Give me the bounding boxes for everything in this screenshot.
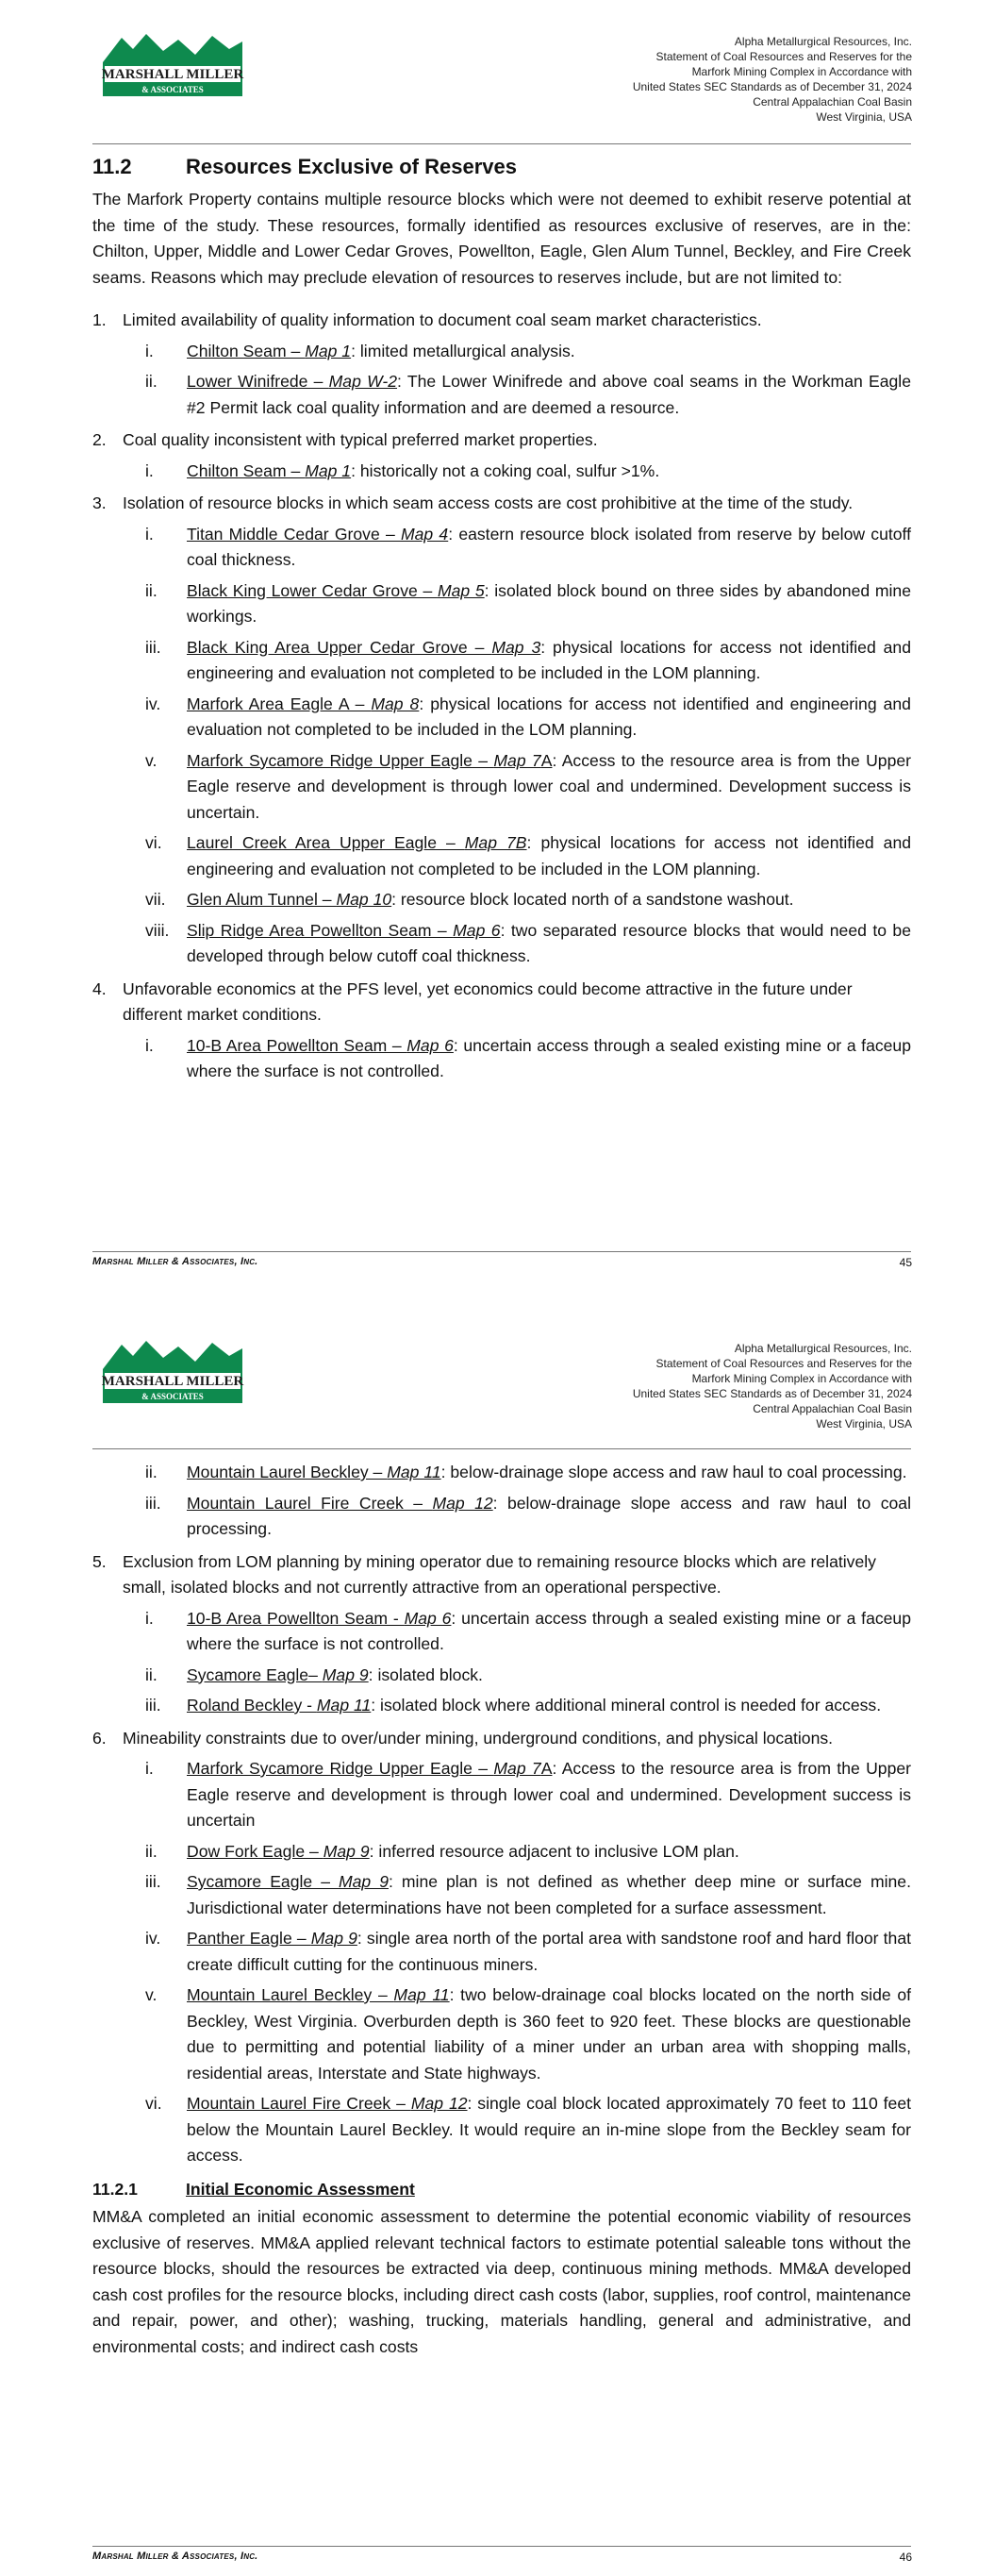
item-text: Mineability constraints due to over/under mining, underground conditions, and physical locations. — [123, 1728, 834, 1748]
numbered-list-item — [92, 491, 911, 517]
sub-list-item — [145, 339, 911, 365]
header-rule — [92, 143, 911, 144]
item-text: Unfavorable economics at the PFS level, yet economics could become attractive in the future under different market conditions. — [123, 979, 853, 1024]
item-text: Limited availability of quality information to document coal seam market characteristics. — [123, 310, 762, 329]
resource-block-name — [187, 1036, 454, 1055]
sub-list-item — [145, 1033, 911, 1085]
logo-line2: & ASSOCIATES — [141, 1392, 204, 1401]
block-label: Marfork Sycamore Ridge Upper Eagle – — [187, 750, 494, 770]
map-reference: Map W-2 — [328, 372, 398, 391]
block-description: : Access to the resource area is from the Upper Eagle reserve and development is through lower coal and undermined. Development success is uncertain — [187, 1759, 911, 1830]
subsection-paragraph: MM&A completed an initial economic assessment to determine the potential economic viability of resources exclusive of reserves. MM&A applied relevant technical factors to estimate potential saleable tons without the resource blocks, should the resources be extracted via deep, continuous mining methods. MM&A developed cash cost profiles for the resource blocks, including direct cash costs (labor, supplies, roof control, maintenance and repair, power, and other); washing, trucking, materials handling, general and administrative, and environmental costs; and indirect cash costs — [92, 2207, 911, 2356]
roman-numeral: vii. — [145, 890, 166, 909]
block-description: : below-drainage slope access and raw haul to coal processing. — [440, 1463, 907, 1481]
sub-item-text — [187, 339, 911, 365]
item-number: 2. — [92, 430, 107, 449]
roman-numeral: i. — [145, 460, 154, 480]
roman-numeral: i. — [145, 1759, 154, 1778]
page-body — [92, 1455, 911, 2360]
block-label: Panther Eagle – — [187, 1929, 311, 1948]
sub-list-item — [145, 1460, 911, 1486]
header-line: Alpha Metallurgical Resources, Inc. — [734, 35, 912, 48]
block-label: Laurel Creek Area Upper Eagle – — [187, 833, 465, 852]
resource-block-name — [187, 890, 391, 909]
sub-item-text — [187, 887, 911, 913]
roman-numeral: v. — [145, 750, 158, 770]
header-line: Marfork Mining Complex in Accordance with — [691, 1372, 912, 1385]
resource-block-name — [187, 1665, 369, 1684]
map-reference: Map 1 — [305, 341, 352, 360]
resource-block-name — [187, 461, 351, 480]
resource-block-name — [187, 342, 351, 360]
sub-list-item — [145, 918, 911, 970]
block-description: : isolated block bound on three sides by abandoned mine workings. — [187, 580, 911, 626]
roman-numeral: ii. — [145, 1463, 158, 1481]
roman-numeral: iii. — [145, 1872, 161, 1891]
roman-numeral: ii. — [145, 1841, 158, 1861]
sub-list-item — [145, 887, 911, 913]
map-reference: Map 9 — [323, 1841, 370, 1861]
item-text: Exclusion from LOM planning by mining operator due to remaining resource blocks which are relatively small, isolated blocks and not currently attractive from an operational perspective. — [123, 1551, 876, 1597]
section-title: Resources Exclusive of Reserves — [186, 155, 517, 178]
resource-block-name — [187, 2094, 468, 2113]
block-label: Mountain Laurel Beckley – — [187, 1985, 394, 2004]
sub-item-text — [187, 1839, 911, 1865]
header-line: Central Appalachian Coal Basin — [753, 1402, 912, 1415]
sub-item-text — [187, 1460, 911, 1486]
sub-item-text — [187, 369, 911, 421]
block-label: Marfork Area Eagle A – — [187, 694, 372, 713]
map-reference: Map 7 — [493, 750, 541, 770]
block-description: : physical locations for access not identified and engineering and evaluation not completed to be included in the LOM planning. — [187, 833, 912, 878]
sub-list-item — [145, 522, 911, 574]
block-description: : physical locations for access not identified and engineering and evaluation not completed to be included in the LOM planning. — [187, 637, 911, 682]
header-line: Central Appalachian Coal Basin — [753, 95, 912, 109]
block-description: : limited metallurgical analysis. — [351, 341, 575, 360]
block-label: Lower Winifrede – — [187, 372, 329, 391]
sub-list-item — [145, 1926, 911, 1978]
roman-numeral: ii. — [145, 372, 158, 391]
block-label: Roland Beckley - — [187, 1696, 317, 1715]
map-reference: Map 9 — [310, 1929, 357, 1948]
roman-numeral: iv. — [145, 1929, 161, 1948]
block-description: : two below-drainage coal blocks located on the north side of Beckley, West Virginia. Overburden depth is 360 feet to 920 feet. These blocks are questionable due to permitting and potential liability of a miner under an urban area with shopping malls, residential areas, Interstate and State highways. — [187, 1985, 911, 2083]
sub-list-item — [145, 748, 911, 827]
item-number: 3. — [92, 493, 107, 512]
roman-numeral: iii. — [145, 1696, 161, 1715]
sub-list-item — [145, 1869, 911, 1921]
sub-item-text — [187, 918, 911, 970]
map-reference: Map 8 — [371, 694, 420, 713]
sub-list-item — [145, 1756, 911, 1834]
numbered-list-item — [92, 427, 911, 454]
item-text: Isolation of resource blocks in which seam access costs are cost prohibitive at the time of the study. — [123, 493, 854, 512]
map-suffix: A — [540, 1759, 553, 1778]
map-reference: Map 7 — [493, 1759, 541, 1778]
header-line: Alpha Metallurgical Resources, Inc. — [734, 1342, 912, 1355]
logo-line2: & ASSOCIATES — [141, 85, 204, 94]
map-reference: Map 11 — [387, 1463, 441, 1481]
map-reference: Map 9 — [322, 1664, 369, 1684]
block-label: Black King Lower Cedar Grove – — [187, 580, 438, 600]
item-number: 4. — [92, 979, 107, 998]
block-label: Slip Ridge Area Powellton Seam – — [187, 920, 454, 940]
footer-rule — [92, 1251, 911, 1252]
map-reference: Map 6 — [406, 1035, 454, 1055]
block-description: : isolated block. — [368, 1664, 483, 1684]
roman-numeral: i. — [145, 1035, 154, 1055]
map-reference: Map 12 — [432, 1493, 493, 1513]
footer-company: Marshal Miller & Associates, Inc. — [92, 1256, 258, 1267]
sub-list-item — [145, 369, 911, 421]
sub-item-text — [187, 578, 911, 630]
item-number: 5. — [92, 1551, 107, 1571]
roman-numeral: iii. — [145, 1493, 161, 1513]
sub-item-text — [187, 1033, 911, 1085]
block-description: : mine plan is not defined as whether deep mine or surface mine. Jurisdictional water determinations have not been completed for a surface assessment. — [187, 1872, 911, 1917]
subsection-number: 11.2.1 — [92, 2179, 138, 2199]
subsection-title: Initial Economic Assessment — [186, 2179, 415, 2199]
header-info — [633, 1341, 912, 1431]
block-description: : eastern resource block isolated from reserve by below cutoff coal thickness. — [187, 524, 911, 569]
block-description: : two separated resource blocks that would need to be developed through below cutoff coal thickness. — [187, 920, 912, 965]
block-description: : Access to the resource area is from the Upper Eagle reserve and development is through lower coal and undermined. Development success is uncertain. — [187, 750, 911, 822]
item-text: Coal quality inconsistent with typical preferred market properties. — [123, 430, 598, 449]
map-reference: Map 4 — [400, 524, 449, 544]
resource-block-name — [187, 372, 397, 391]
map-reference: Map 5 — [437, 580, 485, 600]
block-description: : single area north of the portal area with sandstone roof and hard floor that create difficult cutting for the continuous miners. — [187, 1929, 911, 1974]
block-label: Black King Area Upper Cedar Grove – — [187, 637, 492, 657]
block-description: : resource block located north of a sandstone washout. — [391, 890, 794, 909]
sub-item-text — [187, 1982, 911, 2086]
block-label: Marfork Sycamore Ridge Upper Eagle – — [187, 1759, 494, 1778]
header-line: West Virginia, USA — [816, 110, 912, 124]
block-description: : below-drainage slope access and raw haul to coal processing. — [187, 1493, 912, 1538]
resource-block-name — [187, 581, 485, 600]
block-label: Glen Alum Tunnel – — [187, 890, 337, 909]
sub-list-item — [145, 1663, 911, 1689]
sub-list-item — [145, 1606, 911, 1658]
block-label: Chilton Seam – — [187, 460, 306, 480]
sub-item-text — [187, 522, 911, 574]
section-number: 11.2 — [92, 155, 132, 178]
roman-numeral: ii. — [145, 580, 158, 600]
map-reference: Map 12 — [410, 2094, 468, 2113]
intro-paragraph: The Marfork Property contains multiple resource blocks which were not deemed to exhibit reserve potential at the time of the study. These resources, formally identified as resources exclusive of reserves, are in the: Chilton, Upper, Middle and Lower Cedar Groves, Powellton, Eagle, Glen Alum Tunnel, Beckley, and Fire Creek seams. Reasons which may preclude elevation of resources to reserves include, but are not limited to: — [92, 190, 911, 287]
reasons-list — [92, 308, 911, 1085]
map-reference: Map 10 — [336, 890, 392, 909]
sub-list-item — [145, 1839, 911, 1865]
sub-item-text — [187, 830, 911, 882]
roman-numeral: ii. — [145, 1664, 158, 1684]
roman-numeral: i. — [145, 524, 154, 544]
resource-block-name — [187, 525, 448, 544]
header-line: Statement of Coal Resources and Reserves for the — [655, 50, 912, 63]
block-description: : inferred resource adjacent to inclusive LOM plan. — [369, 1841, 739, 1861]
logo-line1: MARSHALL MILLER — [101, 67, 244, 82]
resource-block-name — [187, 694, 419, 713]
sub-item-text — [187, 692, 911, 744]
sub-item-text — [187, 1693, 911, 1719]
resource-block-name — [187, 1696, 371, 1715]
sub-item-text — [187, 748, 911, 827]
map-reference: Map 3 — [491, 637, 541, 657]
logo-mountain-graphic — [97, 1335, 248, 1407]
block-label: Sycamore Eagle – — [187, 1872, 339, 1891]
resource-block-name — [187, 1759, 552, 1778]
subsection-heading — [92, 2177, 911, 2203]
sub-list-item — [145, 2091, 911, 2169]
logo-line1: MARSHALL MILLER — [101, 1374, 244, 1389]
roman-numeral: iii. — [145, 637, 161, 657]
continued-sub-list — [92, 1460, 911, 1543]
sub-list-item — [145, 1982, 911, 2086]
block-label: Dow Fork Eagle – — [187, 1841, 323, 1861]
block-description: : physical locations for access not identified and engineering and evaluation not completed to be included in the LOM planning. — [187, 694, 911, 739]
map-reference: Map 9 — [338, 1872, 389, 1891]
sub-list-item — [145, 459, 911, 485]
block-label: 10-B Area Powellton Seam - — [187, 1608, 405, 1628]
map-reference: Map 11 — [393, 1985, 450, 2004]
numbered-list-item — [92, 1726, 911, 1752]
block-description: : single coal block located approximately 70 feet to 110 feet below the Mountain Laurel Beckley. It would require an in-mine slope from the Beckley seam for access. — [187, 2094, 911, 2165]
resource-block-name — [187, 1609, 451, 1628]
roman-numeral: vi. — [145, 2094, 162, 2113]
sub-item-text — [187, 1491, 911, 1543]
header-rule — [92, 1448, 911, 1449]
roman-numeral: viii. — [145, 920, 170, 940]
item-number: 1. — [92, 310, 107, 329]
company-logo — [97, 1335, 248, 1407]
block-description: : historically not a coking coal, sulfur >1%. — [351, 460, 660, 480]
header-line: United States SEC Standards as of December 31, 2024 — [632, 1387, 912, 1400]
resource-block-name — [187, 1842, 370, 1861]
company-logo — [97, 28, 248, 100]
roman-numeral: i. — [145, 1608, 154, 1628]
map-reference: Map 7B — [464, 833, 527, 852]
sub-item-text — [187, 1756, 911, 1834]
sub-list-item — [145, 578, 911, 630]
sub-item-text — [187, 1926, 911, 1978]
map-reference: Map 1 — [305, 460, 352, 480]
sub-list-item — [145, 635, 911, 687]
sub-item-text — [187, 1869, 911, 1921]
sub-list-item — [145, 1491, 911, 1543]
footer-rule — [92, 2546, 911, 2547]
header-info — [633, 34, 912, 125]
block-label: Chilton Seam – — [187, 341, 306, 360]
page-number: 46 — [899, 2551, 912, 2564]
resource-block-name — [187, 921, 501, 940]
roman-numeral: i. — [145, 341, 154, 360]
logo-mountain-graphic — [97, 28, 248, 100]
sub-item-text — [187, 2091, 911, 2169]
header-line: United States SEC Standards as of December 31, 2024 — [632, 80, 912, 93]
sub-list-item — [145, 692, 911, 744]
sub-list-item — [145, 830, 911, 882]
header-line: Statement of Coal Resources and Reserves for the — [655, 1357, 912, 1370]
section-heading — [92, 153, 911, 181]
map-reference: Map 11 — [316, 1696, 372, 1715]
header-line: Marfork Mining Complex in Accordance with — [691, 65, 912, 78]
map-reference: Map 6 — [453, 920, 501, 940]
block-description: : uncertain access through a sealed existing mine or a faceup where the surface is not controlled. — [187, 1035, 912, 1080]
roman-numeral: iv. — [145, 694, 161, 713]
sub-item-text — [187, 1663, 911, 1689]
document-page-46 — [0, 1307, 995, 2576]
roman-numeral: vi. — [145, 833, 162, 852]
item-number: 6. — [92, 1728, 107, 1748]
footer-company: Marshal Miller & Associates, Inc. — [92, 2551, 258, 2562]
resource-block-name — [187, 1494, 493, 1513]
block-label: Mountain Laurel Fire Creek – — [187, 2094, 411, 2113]
sub-list-item — [145, 1693, 911, 1719]
numbered-list-item — [92, 1549, 911, 1601]
sub-item-text — [187, 459, 911, 485]
numbered-list-item — [92, 308, 911, 334]
block-description: : isolated block where additional mineral control is needed for access. — [371, 1696, 882, 1715]
block-label: Titan Middle Cedar Grove – — [187, 524, 401, 544]
resource-block-name — [187, 1463, 441, 1481]
page-body — [92, 153, 911, 1085]
sub-item-text — [187, 635, 911, 687]
header-line: West Virginia, USA — [816, 1417, 912, 1430]
resource-block-name — [187, 1985, 450, 2004]
resource-block-name — [187, 751, 552, 770]
block-label: Mountain Laurel Beckley – — [187, 1463, 388, 1481]
block-label: Mountain Laurel Fire Creek – — [187, 1493, 433, 1513]
reasons-list — [92, 1549, 911, 2169]
block-label: 10-B Area Powellton Seam – — [187, 1035, 407, 1055]
sub-item-text — [187, 1606, 911, 1658]
numbered-list-item — [92, 977, 911, 1029]
page-number: 45 — [899, 1256, 912, 1269]
block-label: Sycamore Eagle– — [187, 1664, 323, 1684]
map-reference: Map 6 — [404, 1608, 452, 1628]
resource-block-name — [187, 1929, 357, 1948]
block-description: : The Lower Winifrede and above coal seams in the Workman Eagle #2 Permit lack coal quality information and are deemed a resource. — [187, 372, 911, 417]
block-description: : uncertain access through a sealed existing mine or a faceup where the surface is not controlled. — [187, 1608, 912, 1653]
map-suffix: A — [540, 750, 553, 770]
resource-block-name — [187, 638, 540, 657]
resource-block-name — [187, 1872, 389, 1891]
roman-numeral: v. — [145, 1985, 158, 2004]
resource-block-name — [187, 833, 527, 852]
